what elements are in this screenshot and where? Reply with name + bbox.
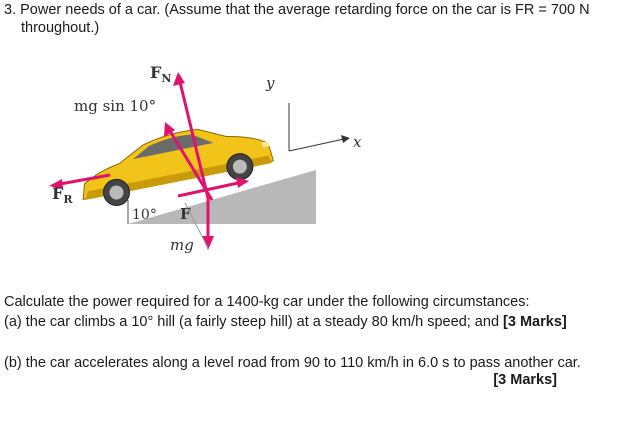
friction-force-label: F: [52, 184, 64, 203]
y-axis-label: y: [266, 74, 275, 92]
question-title: 3. Power needs of a car. (Assume that the average retarding force on the car is FR = 700 N: [4, 2, 590, 18]
coordinate-axes: [289, 103, 350, 151]
car-on-hill-diagram: [0, 48, 400, 268]
angle-label: 10°: [132, 207, 157, 223]
mg-sin-label: mg sin 10°: [74, 97, 157, 115]
calculation-prompt: Calculate the power required for a 1400-kg car under the following circumstances:: [4, 294, 530, 310]
part-b-marks: [3 Marks]: [493, 372, 557, 388]
friction-force-subscript: R: [63, 193, 73, 206]
weight-label: mg: [170, 236, 194, 254]
drive-force-label: F: [180, 205, 191, 223]
svg-text:FR: [52, 184, 73, 206]
part-a-marks: [3 Marks]: [503, 314, 567, 330]
part-b-text: (b) the car accelerates along a level road from 90 to 110 km/h in 6.0 s to pass another car.: [4, 355, 581, 371]
svg-text:FN: [150, 63, 171, 85]
normal-force-subscript: N: [161, 72, 172, 85]
part-a-question: (a) the car climbs a 10° hill (a fairly steep hill) at a steady 80 km/h speed; and: [4, 314, 500, 330]
normal-force-label: F: [150, 63, 162, 82]
x-axis-label: x: [353, 133, 362, 151]
part-a-text: [4, 313, 567, 331]
question-title-continued: throughout.): [21, 20, 100, 36]
